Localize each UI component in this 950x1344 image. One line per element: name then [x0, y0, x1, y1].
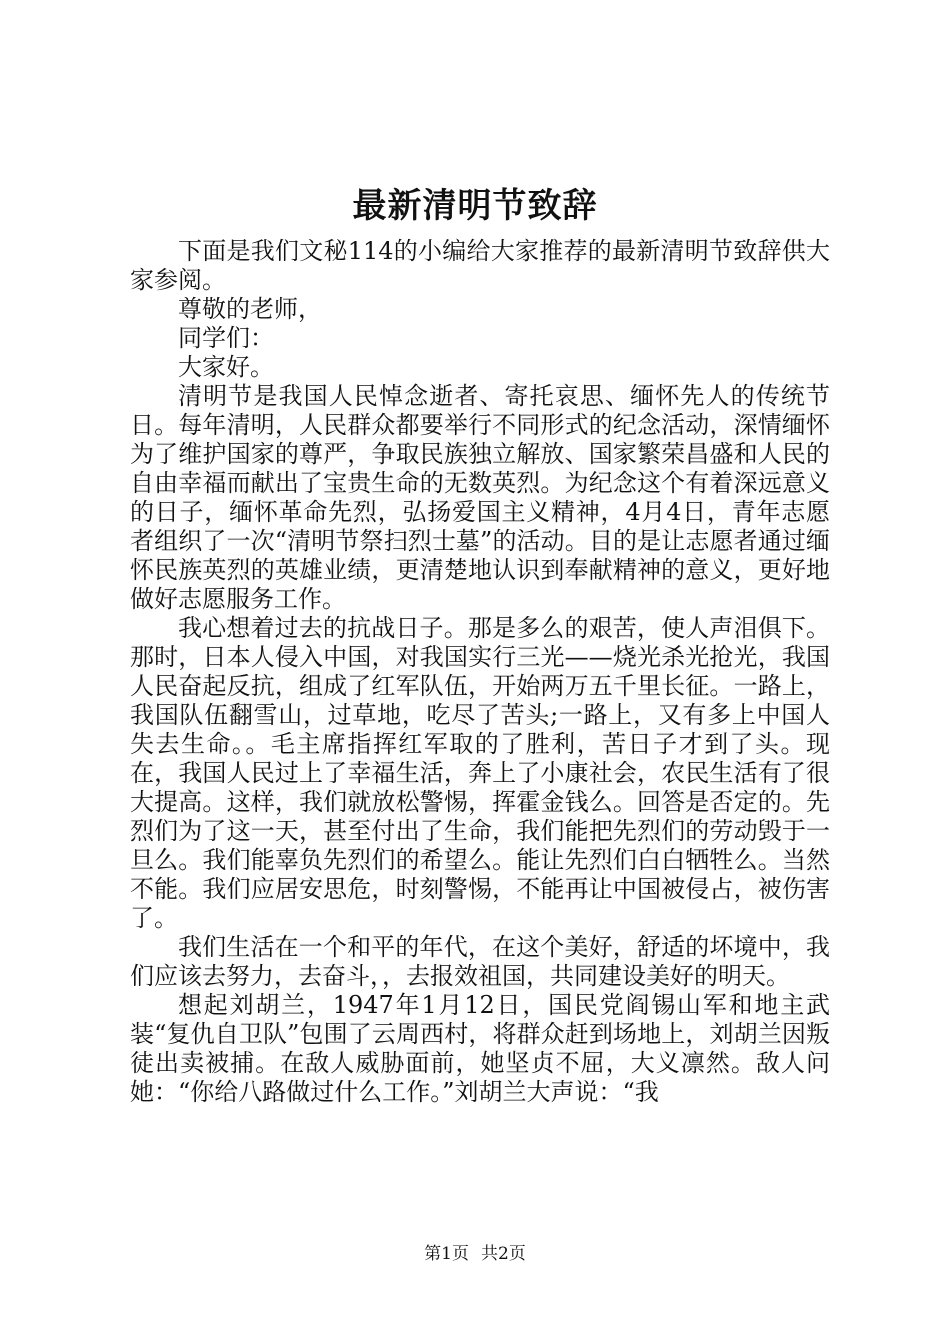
document-body — [130, 237, 830, 1107]
body-paragraph: 想起刘胡兰，1947年1月12日，国民党阎锡山军和地主武装“复仇自卫队”包围了云周西村，将群众赶到场地上，刘胡兰因叛徒出卖被捕。在敌人威胁面前，她坚贞不屈，大义凛然。敌人问她：“你给八路做过什么工作。”刘胡兰大声说：“我 — [130, 991, 830, 1106]
greeting: 大家好。 — [178, 353, 274, 381]
body-paragraph: 我们生活在一个和平的年代，在这个美好，舒适的坏境中，我们应该去努力，去奋斗，，去报效祖国，共同建设美好的明天。 — [130, 933, 830, 990]
body-paragraph: 我心想着过去的抗战日子。那是多么的艰苦，使人声泪俱下。那时，日本人侵入中国，对我国实行三光——烧光杀光抢光，我国人民奋起反抗，组成了红军队伍，开始两万五千里长征。一路上，我国队伍翻雪山，过草地，吃尽了苦头;一路上，又有多上中国人失去生命。。毛主席指挥红军取的了胜利，苦日子才到了头。现在，我国人民过上了幸福生活，奔上了小康社会，农民生活有了很大提高。这样，我们就放松警惕，挥霍金钱么。回答是否定的。先烈们为了这一天，甚至付出了生命，我们能把先烈们的劳动毁于一旦么。我们能辜负先烈们的希望么。能让先烈们白白牺牲么。当然不能。我们应居安思危，时刻警惕，不能再让中国被侵占，被伤害了。 — [130, 614, 830, 932]
body-paragraph: 清明节是我国人民悼念逝者、寄托哀思、缅怀先人的传统节日。每年清明，人民群众都要举行不同形式的纪念活动，深情缅怀为了维护国家的尊严，争取民族独立解放、国家繁荣昌盛和人民的自由幸福而献出了宝贵生命的无数英烈。为纪念这个有着深远意义的日子，缅怀革命先烈，弘扬爱国主义精神，4月4日，青年志愿者组织了一次“清明节祭扫烈士墓”的活动。目的是让志愿者通过缅怀民族英烈的英雄业绩，更清楚地认识到奉献精神的意义，更好地做好志愿服务工作。 — [130, 382, 830, 613]
intro-paragraph: 下面是我们文秘114的小编给大家推荐的最新清明节致辞供大家参阅。 — [130, 237, 830, 294]
page-footer — [0, 1243, 950, 1265]
salutation-students: 同学们： — [178, 324, 274, 352]
page-number: 第1页 — [424, 1244, 469, 1264]
page-total: 共2页 — [481, 1244, 526, 1264]
salutation-teachers: 尊敬的老师， — [178, 295, 322, 323]
document-title: 最新清明节致辞 — [352, 186, 598, 226]
